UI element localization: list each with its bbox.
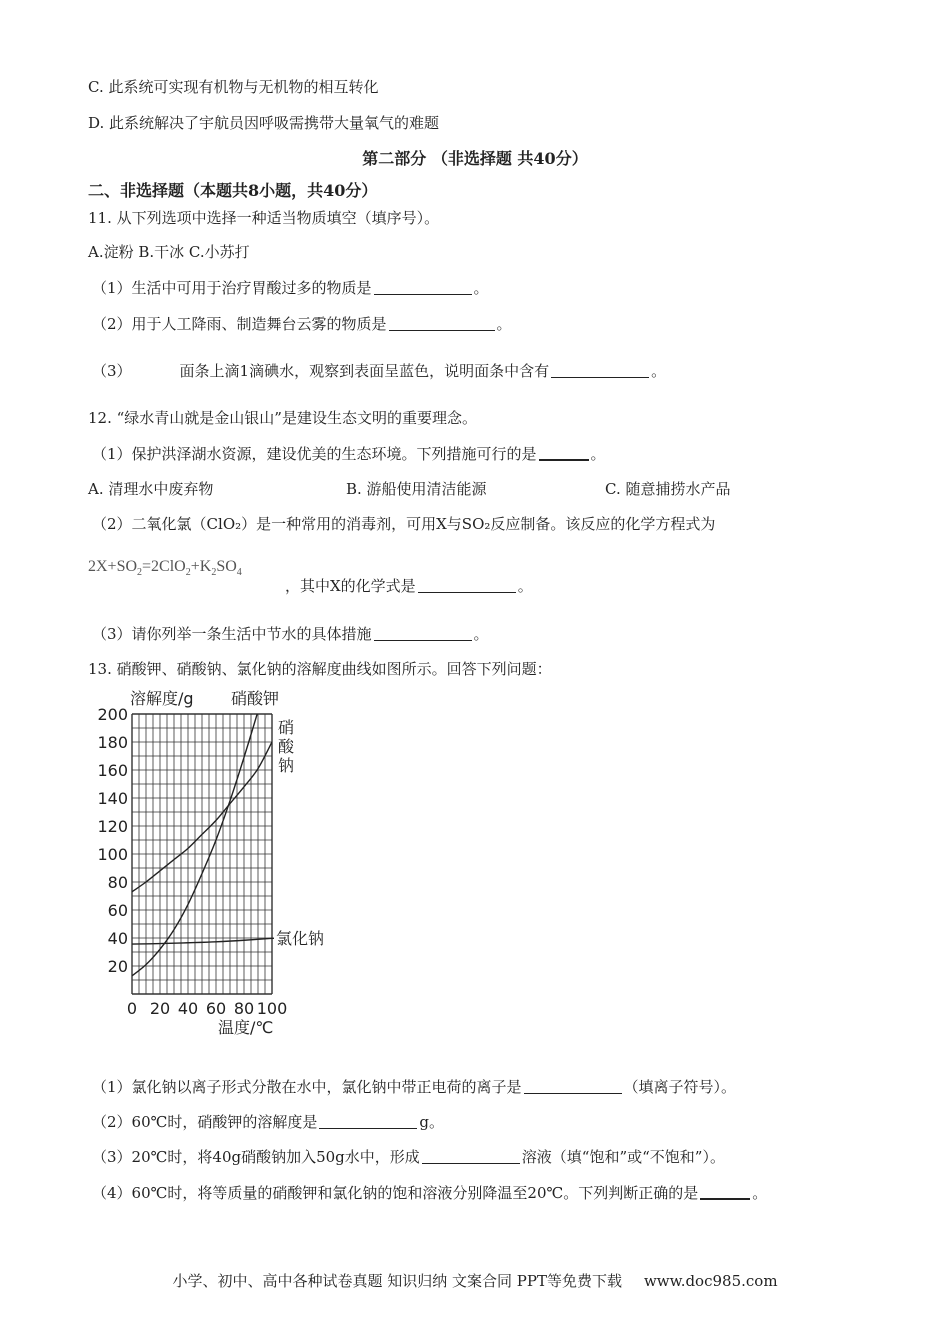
option-d: D. 此系统解决了宇航员因呼吸需携带大量氧气的难题 [88, 114, 440, 132]
y-tick-label: 100 [97, 845, 128, 864]
q13-part4: （4）60℃时，将等质量的硝酸钾和氯化钠的饱和溶液分别降温至20℃。下列判断正确的是 。 [92, 1184, 768, 1202]
y-tick-label: 160 [97, 761, 128, 780]
option-c: C. 此系统可实现有机物与无机物的相互转化 [88, 78, 379, 96]
label-nano3-1: 硝 [278, 718, 295, 737]
q12-part2-answer: ，其中X的化学式是 。 [285, 577, 533, 595]
x-tick-label: 80 [233, 999, 255, 1018]
y-tick-label: 40 [107, 929, 128, 948]
y-tick-label: 200 [97, 705, 128, 724]
chemical-equation: $2X+SO_2=2ClO_2+K_2SO_4$ [88, 558, 242, 579]
y-tick-label: 140 [97, 789, 128, 808]
q11-options: A.淀粉 B.干冰 C.小苏打 [88, 243, 250, 261]
answer-blank[interactable] [418, 578, 516, 593]
answer-blank[interactable] [422, 1149, 520, 1164]
label-nano3-2: 酸 [278, 737, 295, 756]
x-tick-label: 20 [149, 999, 171, 1018]
x-axis-label: 温度/℃ [218, 1018, 274, 1037]
solubility-chart [96, 686, 346, 1042]
q11-part1: （1）生活中可用于治疗胃酸过多的物质是 。 [92, 279, 489, 297]
answer-blank[interactable] [539, 445, 589, 461]
y-tick-label: 20 [107, 957, 128, 976]
q13-stem: 13. 硝酸钾、硝酸钠、氯化钠的溶解度曲线如图所示。回答下列问题： [88, 660, 552, 678]
q12-option-c: C. 随意捕捞水产品 [605, 480, 731, 498]
answer-blank[interactable] [700, 1184, 750, 1200]
y-tick-label: 60 [107, 901, 128, 920]
q12-part1: （1）保护洪泽湖水资源，建设优美的生态环境。下列措施可行的是 。 [92, 445, 606, 463]
answer-blank[interactable] [524, 1079, 622, 1094]
chart-ticks [97, 705, 287, 1018]
x-tick-label: 0 [126, 999, 138, 1018]
q12-option-b: B. 游船使用清洁能源 [346, 480, 487, 498]
q12-option-a: A. 清理水中废弃物 [88, 480, 214, 498]
x-tick-label: 40 [177, 999, 199, 1018]
x-tick-label: 60 [205, 999, 227, 1018]
answer-blank[interactable] [319, 1114, 417, 1129]
q12-part3: （3）请你列举一条生活中节水的具体措施 。 [92, 625, 489, 643]
series-line-0 [132, 686, 265, 976]
y-tick-label: 80 [107, 873, 128, 892]
y-axis-label: 溶解度/g [130, 689, 194, 708]
q12-part2: （2）二氧化氯（ClO₂）是一种常用的消毒剂，可用X与SO₂反应制备。该反应的化学方程式为 [92, 515, 716, 533]
q13-part3: （3）20℃时，将40g硝酸钠加入50g水中，形成 溶液（填“饱和”或“不饱和”）。 [92, 1148, 725, 1166]
answer-blank[interactable] [389, 316, 495, 331]
q11-part2: （2）用于人工降雨、制造舞台云雾的物质是 。 [92, 315, 512, 333]
footer-text: 小学、初中、高中各种试卷真题 知识归纳 文案合同 PPT等免费下载 [172, 1272, 622, 1290]
footer [0, 1270, 950, 1291]
part-title: 第二部分 （非选择题 共40分） [362, 149, 588, 168]
y-tick-label: 180 [97, 733, 128, 752]
label-nacl: 氯化钠 [276, 929, 325, 948]
q11-part3: （3） 面条上滴1滴碘水，观察到表面呈蓝色，说明面条中含有 。 [92, 362, 667, 380]
footer-url[interactable]: www.doc985.com [643, 1272, 778, 1290]
q13-part1: （1）氯化钠以离子形式分散在水中，氯化钠中带正电荷的离子是 （填离子符号）。 [92, 1078, 737, 1096]
q12-stem: 12. “绿水青山就是金山银山”是建设生态文明的重要理念。 [88, 409, 477, 427]
answer-blank[interactable] [551, 363, 649, 378]
section-title: 二、非选择题（本题共8小题，共40分） [88, 181, 378, 200]
x-tick-label: 100 [256, 999, 288, 1018]
label-kno3: 硝酸钾 [231, 689, 280, 708]
y-tick-label: 120 [97, 817, 128, 836]
q13-part2: （2）60℃时，硝酸钾的溶解度是 g。 [92, 1113, 445, 1131]
chart-grid [132, 714, 272, 994]
answer-blank[interactable] [374, 626, 472, 641]
q11-stem: 11. 从下列选项中选择一种适当物质填空（填序号）。 [88, 209, 440, 227]
label-nano3-3: 钠 [278, 756, 295, 775]
answer-blank[interactable] [374, 280, 472, 295]
